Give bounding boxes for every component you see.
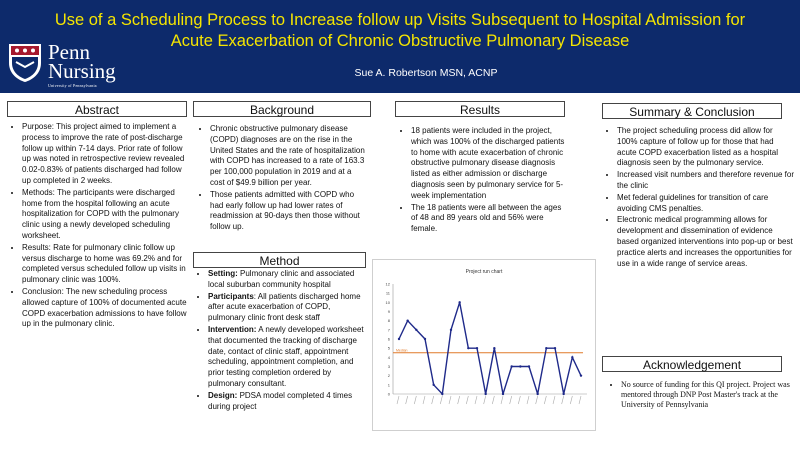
- method-item-design: [208, 391, 367, 413]
- chart-y-tick-label: 8: [387, 318, 390, 324]
- abstract-item: • Purpose: This project aimed to implement a process to improve the rate of post-discharge follow up within 7-14 days. Prior rate of follow up was noted in retrospective review revealed 0.02-0.83% of patients discharged had follow up completed in 2 weeks.: [22, 122, 187, 187]
- background-item: • Those patients admitted with COPD who had early follow up had lower rates of readmission at 90-days then those without follow up.: [210, 190, 367, 233]
- chart-y-tick-label: 5: [387, 345, 390, 351]
- chart-y-tick-label: 7: [387, 327, 390, 333]
- chart-x-tick-label: [414, 396, 416, 404]
- summary-item: • Electronic medical programming allows for development and dissemination of evidence based organized interventions into pop-up or best practice alerts and increases the opportunities for use in a wide range of service areas.: [617, 215, 794, 269]
- chart-title: Project run chart: [465, 269, 503, 275]
- abstract-heading: Abstract: [7, 101, 187, 117]
- chart-point: [458, 301, 460, 303]
- method-item-label: Participants: [208, 291, 254, 301]
- poster-title-line1: Use of a Scheduling Process to Increase follow up Visits Subsequent to Hospital Admission for: [54, 11, 746, 29]
- chart-point: [580, 374, 582, 376]
- chart-x-tick-label: [449, 396, 451, 404]
- chart-point: [467, 347, 469, 349]
- chart-point: [554, 347, 556, 349]
- abstract-item: • Methods: The participants were discharged home from the hospital following an acute hospitalization for COPD with the pulmonary clinic using a newly developed scheduling worksheet.: [22, 188, 187, 242]
- results-item: • 18 patients were included in the project, which was 100% of the discharged patients to home with acute exacerbation of chronic obstructive pulmonary disease diagnosis listed as either admission or discharge diagnosis seen by pulmonary service for 5-week implementation: [411, 126, 568, 202]
- chart-point: [502, 393, 504, 395]
- chart-y-tick-label: 3: [387, 364, 390, 369]
- poster-header: [0, 0, 800, 93]
- abstract-item: • Results: Rate for pulmonary clinic follow up versus discharge to home was 69.2% and for completed versus scheduled follow up visits in pulmonary clinic was 100%.: [22, 243, 187, 286]
- chart-x-tick-label: [458, 396, 460, 404]
- chart-point: [510, 365, 512, 367]
- method-panel: [193, 269, 367, 413]
- chart-x-tick-label: [553, 396, 555, 404]
- chart-x-tick-label: [501, 396, 503, 404]
- summary-panel: [602, 126, 794, 270]
- chart-point: [398, 338, 400, 340]
- acknowledgement-list: [606, 380, 796, 410]
- results-heading: Results: [395, 101, 565, 117]
- chart-x-tick-label: [475, 396, 477, 404]
- shield-icon: [8, 43, 42, 83]
- penn-nursing-logo: [8, 40, 128, 90]
- method-item-text: A newly developed worksheet that documented the tracking of discharge date, contact of clinic staff, appointment scheduling, appointment completion, and prior testing completion ordered by pulmonary consultant.: [208, 324, 364, 388]
- method-list: [193, 269, 367, 412]
- logo-text-penn: Penn: [48, 40, 90, 64]
- abstract-item: • Conclusion: The new scheduling process allowed capture of 100% of documented acute COPD exacerbation admissions to have follow up in the pulmonary clinic.: [22, 287, 187, 330]
- chart-median-label: Median: [396, 348, 408, 353]
- poster-title-line2: Acute Exacerbation of Chronic Obstructive Pulmonary Disease: [170, 32, 630, 50]
- chart-point: [476, 347, 478, 349]
- chart-x-tick-label: [492, 396, 494, 404]
- background-heading: Background: [193, 101, 371, 117]
- chart-point: [450, 329, 452, 331]
- chart-x-tick-label: [423, 396, 425, 404]
- chart-x-tick-label: [518, 396, 520, 404]
- chart-y-tick-label: 11: [385, 290, 390, 296]
- method-item-text: : All patients discharged home after acute exacerbation of COPD, pulmonary clinic front desk staff: [208, 291, 361, 323]
- chart-y-tick-label: 10: [385, 299, 390, 305]
- method-item-label: Setting:: [208, 269, 238, 278]
- chart-y-tick-label: 4: [387, 354, 390, 360]
- chart-x-tick-label: [484, 396, 486, 404]
- logo-text-nursing: Nursing: [48, 59, 116, 83]
- chart-point: [519, 365, 521, 367]
- chart-point: [562, 393, 564, 395]
- method-item-label: Intervention:: [208, 324, 257, 334]
- abstract-list: [7, 122, 187, 330]
- chart-point: [528, 365, 530, 367]
- summary-item: • The project scheduling process did allow for 100% capture of follow up for those that had acute COPD exacerbation listed as a hospital diagnosis seen by the pulmonary service.: [617, 126, 794, 169]
- logo-text-university: University of Pennsylvania: [48, 83, 97, 88]
- background-item: • Chronic obstructive pulmonary disease (COPD) diagnoses are on the rise in the United States and the rate of hospitalization with COPD has increased to a rate of 163.3 per 100,000 population in 2019 and at a cost of $49.9 billion per year.: [210, 124, 367, 189]
- chart-y-tick-label: 6: [387, 336, 390, 342]
- run-chart: [372, 259, 596, 431]
- method-item-label: Design:: [208, 390, 238, 400]
- abstract-panel: [7, 122, 187, 331]
- summary-item: • Met federal guidelines for transition of care avoiding CMS penalties.: [617, 193, 794, 215]
- chart-x-tick-label: [527, 396, 529, 404]
- chart-x-tick-label: [432, 396, 434, 404]
- method-item-intervention: [208, 325, 367, 390]
- method-item-text: Pulmonary clinic and associated local suburban community hospital: [208, 269, 355, 289]
- chart-x-tick-label: [536, 396, 538, 404]
- chart-point: [415, 329, 417, 331]
- method-heading: Method: [193, 252, 366, 268]
- summary-list: [602, 126, 794, 269]
- method-item-participants: [208, 292, 367, 324]
- chart-point: [441, 393, 443, 395]
- chart-x-tick-label: [562, 396, 564, 404]
- background-panel: [195, 124, 367, 234]
- chart-x-tick-label: [579, 396, 581, 404]
- chart-y-tick-label: 2: [387, 373, 390, 379]
- chart-x-tick-label: [510, 396, 512, 404]
- chart-point: [432, 384, 434, 386]
- results-list: [396, 126, 568, 235]
- chart-y-tick-label: 9: [387, 309, 390, 314]
- chart-x-tick-label: [544, 396, 546, 404]
- background-list: [195, 124, 367, 233]
- acknowledgement-heading: Acknowledgement: [602, 356, 782, 372]
- chart-point: [424, 338, 426, 340]
- chart-point: [484, 393, 486, 395]
- results-item: • The 18 patients were all between the ages of 48 and 89 years old and 56% were female.: [411, 203, 568, 235]
- author-name: Sue A. Robertson MSN, ACNP: [354, 67, 498, 79]
- chart-y-tick-label: 12: [385, 281, 390, 287]
- chart-x-tick-label: [406, 396, 408, 404]
- acknowledgement-panel: [606, 380, 796, 411]
- chart-y-tick-label: 1: [387, 382, 390, 388]
- chart-x-tick-label: [466, 396, 468, 404]
- chart-point: [406, 319, 408, 321]
- chart-series-line: [399, 302, 581, 394]
- chart-x-tick-label: [570, 396, 572, 404]
- summary-item: • Increased visit numbers and therefore revenue for the clinic: [617, 170, 794, 192]
- chart-point: [545, 347, 547, 349]
- acknowledgement-item: • No source of funding for this QI project. Project was mentored through DNP Post Master's track at the University of Pennsylvania: [621, 380, 796, 410]
- chart-x-tick-label: [440, 396, 442, 404]
- run-chart-svg: [373, 260, 595, 430]
- summary-heading: Summary & Conclusion: [602, 103, 782, 119]
- results-panel: [396, 126, 568, 236]
- method-item-setting: [208, 269, 367, 291]
- chart-point: [536, 393, 538, 395]
- method-item-text: PDSA model completed 4 times during project: [208, 390, 353, 411]
- chart-y-tick-label: 0: [387, 391, 390, 397]
- chart-point: [493, 347, 495, 349]
- chart-point: [571, 356, 573, 358]
- chart-x-tick-label: [397, 396, 399, 404]
